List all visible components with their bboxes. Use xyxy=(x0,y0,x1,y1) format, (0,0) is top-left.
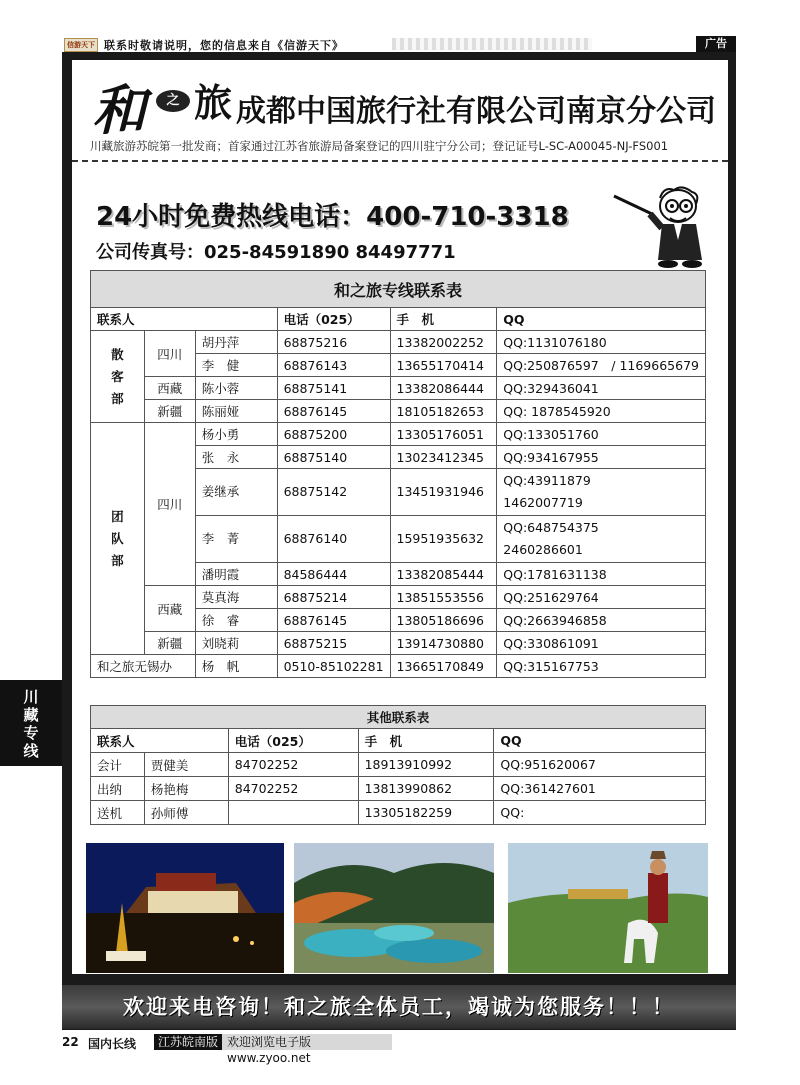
photo-grassland-horse-rider xyxy=(508,843,708,973)
contact-mobile: 13305176051 xyxy=(390,423,497,446)
contact-mobile: 13655170414 xyxy=(390,354,497,377)
region-xizang: 西藏 xyxy=(144,586,195,632)
header-phone: 电话（025） xyxy=(277,308,390,331)
contact-mobile: 13914730880 xyxy=(390,632,497,655)
contact-name: 莫真海 xyxy=(195,586,277,609)
other-table-header xyxy=(91,729,706,753)
contact-qq: QQ:1781631138 xyxy=(497,563,706,586)
contact-table-title-row xyxy=(91,271,706,308)
contact-name: 贾健美 xyxy=(144,753,228,777)
contact-mobile: 13851553556 xyxy=(390,586,497,609)
company-name: 成都中国旅行社有限公司南京分公司 xyxy=(236,94,716,129)
contact-mobile: 13382085444 xyxy=(390,563,497,586)
contact-mobile: 13805186696 xyxy=(390,609,497,632)
contact-qq: QQ:1131076180 xyxy=(497,331,706,354)
decorative-pattern xyxy=(392,38,592,50)
contact-mobile: 13382086444 xyxy=(390,377,497,400)
contact-phone xyxy=(228,801,358,825)
contact-phone: 84586444 xyxy=(277,563,390,586)
contact-mobile: 13305182259 xyxy=(358,801,494,825)
contact-mobile: 13023412345 xyxy=(390,446,497,469)
wuxi-office: 和之旅无锡办 xyxy=(91,655,196,678)
header-person: 联系人 xyxy=(91,729,229,753)
welcome-banner xyxy=(62,985,736,1029)
professor-mascot-illustration xyxy=(612,184,712,268)
contact-mobile: 15951935632 xyxy=(390,516,497,563)
contact-name: 姜继承 xyxy=(195,469,277,516)
header-person: 联系人 xyxy=(91,308,278,331)
contact-mobile: 13813990862 xyxy=(358,777,494,801)
region-xinjiang: 新疆 xyxy=(144,400,195,423)
page-number: 22 xyxy=(62,1035,79,1049)
contact-mobile: 18913910992 xyxy=(358,753,494,777)
contact-name: 孙师傅 xyxy=(144,801,228,825)
edition-label: 江苏皖南版 xyxy=(154,1034,222,1050)
contact-qq: QQ:330861091 xyxy=(497,632,706,655)
side-category-tab xyxy=(0,680,62,766)
dept-sanke: 散 客 部 xyxy=(91,331,145,423)
table-row xyxy=(91,753,706,777)
contact-qq: QQ: 1878545920 xyxy=(497,400,706,423)
contact-role: 出纳 xyxy=(91,777,145,801)
contact-phone: 68876140 xyxy=(277,516,390,563)
page-footer xyxy=(62,1035,392,1065)
contact-qq: QQ:315167753 xyxy=(497,655,706,678)
contact-qq: QQ:329436041 xyxy=(497,377,706,400)
company-subtitle: 川藏旅游苏皖第一批发商；首家通过江苏省旅游局备案登记的四川驻宁分公司；登记证号L-SC-A00045-NJ-FS001 xyxy=(90,139,669,153)
brand-logo-zhi: 之 xyxy=(156,90,190,112)
table-row xyxy=(91,423,706,446)
side-tab-char: 藏 xyxy=(23,706,39,724)
contact-mobile: 13665170849 xyxy=(390,655,497,678)
contact-phone: 84702252 xyxy=(228,753,358,777)
contact-phone: 68875142 xyxy=(277,469,390,516)
contact-table-title: 和之旅专线联系表 xyxy=(91,271,706,308)
table-row xyxy=(91,777,706,801)
dept-tuandui: 团 队 部 xyxy=(91,423,145,655)
contact-phone: 84702252 xyxy=(228,777,358,801)
table-row xyxy=(91,586,706,609)
contact-name: 李 健 xyxy=(195,354,277,377)
section-name: 国内长线 xyxy=(88,1037,137,1051)
welcome-banner-text: 欢迎来电咨询！和之旅全体员工，竭诚为您服务！！！ xyxy=(123,994,675,1019)
hotline-number: 24小时免费热线电话：400-710-3318 xyxy=(96,202,569,232)
contact-qq: QQ:934167955 xyxy=(497,446,706,469)
contact-mobile: 18105182653 xyxy=(390,400,497,423)
header-mobile: 手 机 xyxy=(390,308,497,331)
side-tab-char: 线 xyxy=(23,742,39,760)
dashed-divider xyxy=(72,160,728,162)
table-row xyxy=(91,331,706,354)
region-xinjiang: 新疆 xyxy=(144,632,195,655)
photo-huanglong-pools xyxy=(294,843,494,973)
header-qq: QQ xyxy=(497,308,706,331)
contact-name: 刘晓莉 xyxy=(195,632,277,655)
table-row xyxy=(91,801,706,825)
contact-phone: 0510-85102281 xyxy=(277,655,390,678)
other-contact-table xyxy=(90,705,706,825)
header-qq: QQ xyxy=(494,729,706,753)
header-mobile: 手 机 xyxy=(358,729,494,753)
contact-table xyxy=(90,270,706,678)
region-sichuan: 四川 xyxy=(144,423,195,586)
contact-name: 杨艳梅 xyxy=(144,777,228,801)
region-xizang: 西藏 xyxy=(144,377,195,400)
contact-qq: QQ: xyxy=(494,801,706,825)
brand-logo-he: 和 xyxy=(92,78,142,142)
contact-qq: QQ:361427601 xyxy=(494,777,706,801)
contact-qq: QQ:43911879 1462007719 xyxy=(497,469,706,516)
contact-phone: 68875215 xyxy=(277,632,390,655)
contact-phone: 68876145 xyxy=(277,609,390,632)
contact-name: 潘明霞 xyxy=(195,563,277,586)
table-row xyxy=(91,377,706,400)
ad-header xyxy=(78,64,728,156)
region-sichuan: 四川 xyxy=(144,331,195,377)
photo-potala-palace-night xyxy=(86,843,284,973)
source-note: 联系时敬请说明，您的信息来自《信游天下》 xyxy=(104,39,344,52)
contact-name: 张 永 xyxy=(195,446,277,469)
contact-name: 胡丹萍 xyxy=(195,331,277,354)
contact-phone: 68875214 xyxy=(277,586,390,609)
other-table-title: 其他联系表 xyxy=(91,706,706,729)
top-bar xyxy=(62,36,736,52)
side-tab-char: 川 xyxy=(23,688,39,706)
contact-qq: QQ:250876597 / 1169665679 xyxy=(497,354,706,377)
fax-number: 公司传真号：025-84591890 84497771 xyxy=(96,242,456,263)
contact-phone: 68875140 xyxy=(277,446,390,469)
table-row xyxy=(91,400,706,423)
contact-name: 陈丽娅 xyxy=(195,400,277,423)
contact-phone: 68876145 xyxy=(277,400,390,423)
contact-name: 杨 帆 xyxy=(195,655,277,678)
contact-qq: QQ:648754375 2460286601 xyxy=(497,516,706,563)
brand-logo-lv: 旅 xyxy=(194,80,233,125)
contact-phone: 68875141 xyxy=(277,377,390,400)
magazine-logo: 信游天下 xyxy=(64,38,98,52)
contact-mobile: 13382002252 xyxy=(390,331,497,354)
side-tab-char: 专 xyxy=(23,724,39,742)
contact-phone: 68876143 xyxy=(277,354,390,377)
contact-name: 陈小蓉 xyxy=(195,377,277,400)
contact-table-header xyxy=(91,308,706,331)
contact-name: 杨小勇 xyxy=(195,423,277,446)
contact-qq: QQ:2663946858 xyxy=(497,609,706,632)
contact-mobile: 13451931946 xyxy=(390,469,497,516)
table-row xyxy=(91,655,706,678)
header-phone: 电话（025） xyxy=(228,729,358,753)
table-row xyxy=(91,632,706,655)
contact-qq: QQ:133051760 xyxy=(497,423,706,446)
ad-tag: 广告 xyxy=(696,36,736,52)
contact-qq: QQ:251629764 xyxy=(497,586,706,609)
contact-phone: 68875216 xyxy=(277,331,390,354)
contact-name: 徐 睿 xyxy=(195,609,277,632)
contact-qq: QQ:951620067 xyxy=(494,753,706,777)
ebook-link[interactable]: 欢迎浏览电子版 www.zyoo.net xyxy=(222,1034,392,1050)
contact-role: 送机 xyxy=(91,801,145,825)
other-table-title-row xyxy=(91,706,706,729)
contact-name: 李 菁 xyxy=(195,516,277,563)
contact-phone: 68875200 xyxy=(277,423,390,446)
contact-role: 会计 xyxy=(91,753,145,777)
